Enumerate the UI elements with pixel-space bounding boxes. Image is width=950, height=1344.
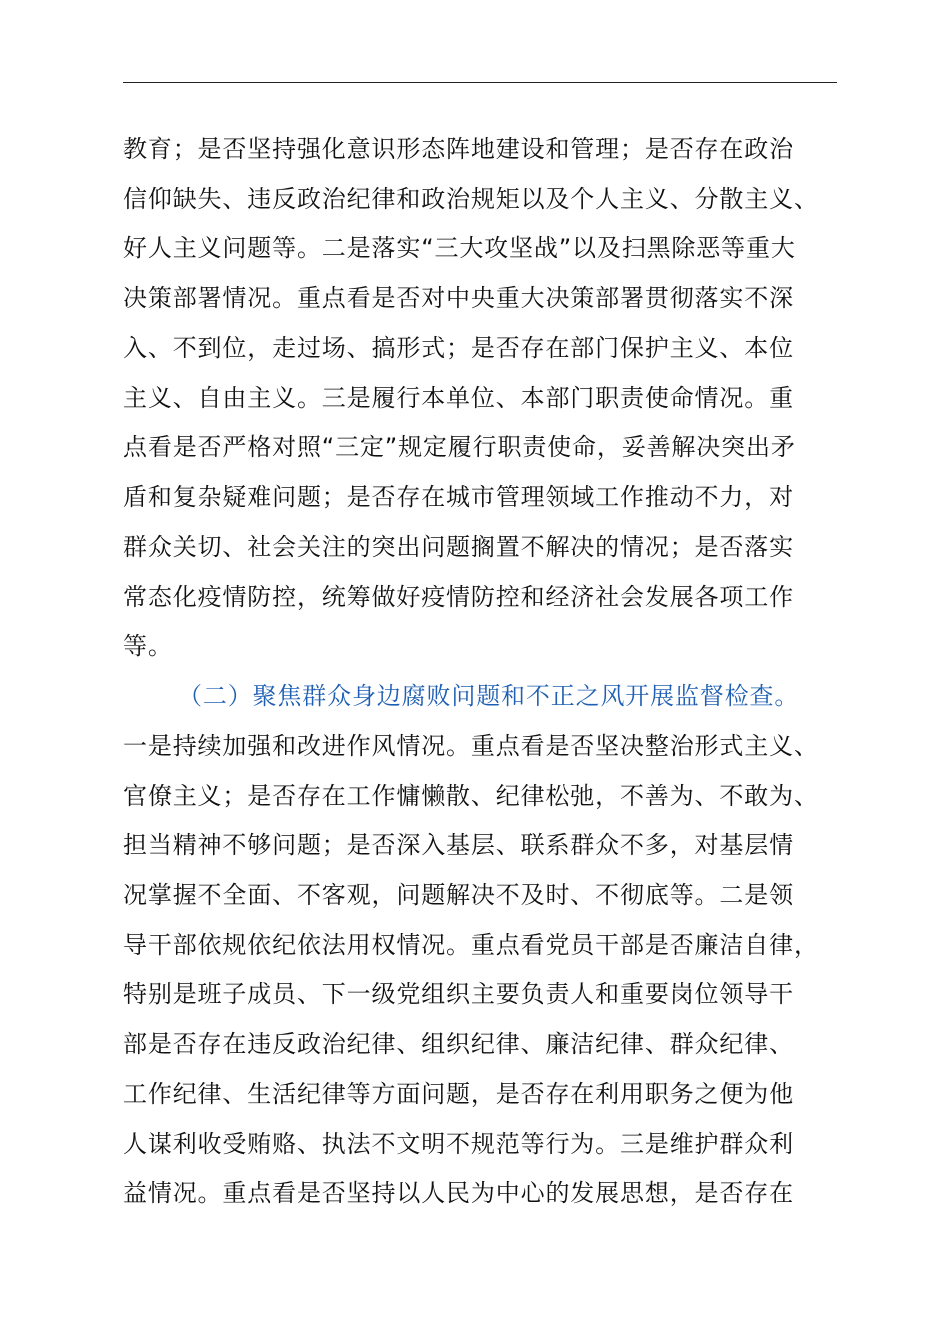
section-heading: （二）聚焦群众身边腐败问题和不正之风开展监督检查。: [178, 682, 800, 710]
body-line: 担当精神不够问题；是否深入基层、联系群众不多，对基层情: [123, 831, 794, 859]
body-line: 点看是否严格对照“三定”规定履行职责使命，妥善解决突出矛: [123, 433, 796, 461]
body-line: 入、不到位，走过场、搞形式；是否存在部门保护主义、本位: [123, 334, 794, 362]
body-line: 导干部依规依纪依法用权情况。重点看党员干部是否廉洁自律，: [123, 931, 819, 959]
body-line: 常态化疫情防控，统筹做好疫情防控和经济社会发展各项工作: [123, 583, 794, 611]
body-line: 好人主义问题等。二是落实“三大攻坚战”以及扫黑除恶等重大: [123, 234, 796, 262]
body-line: 工作纪律、生活纪律等方面问题，是否存在利用职务之便为他: [123, 1080, 794, 1108]
body-line: 盾和复杂疑难问题；是否存在城市管理领域工作推动不力，对: [123, 483, 794, 511]
body-line: 况掌握不全面、不客观，问题解决不及时、不彻底等。二是领: [123, 881, 794, 909]
body-line: 决策部署情况。重点看是否对中央重大决策部署贯彻落实不深: [123, 284, 794, 312]
body-line: 部是否存在违反政治纪律、组织纪律、廉洁纪律、群众纪律、: [123, 1030, 794, 1058]
body-line: 官僚主义；是否存在工作慵懒散、纪律松弛，不善为、不敢为、: [123, 782, 819, 810]
body-line: 教育；是否坚持强化意识形态阵地建设和管理；是否存在政治: [123, 135, 794, 163]
body-line: 群众关切、社会关注的突出问题搁置不解决的情况；是否落实: [123, 533, 794, 561]
body-line: 等。: [123, 632, 173, 660]
body-line: 人谋利收受贿赂、执法不文明不规范等行为。三是维护群众利: [123, 1130, 794, 1158]
header-rule: [123, 82, 837, 83]
body-line: 特别是班子成员、下一级党组织主要负责人和重要岗位领导干: [123, 980, 794, 1008]
body-line: 益情况。重点看是否坚持以人民为中心的发展思想，是否存在: [123, 1179, 794, 1207]
body-line: 主义、自由主义。三是履行本单位、本部门职责使命情况。重: [123, 384, 794, 412]
body-line: 一是持续加强和改进作风情况。重点看是否坚决整治形式主义、: [123, 732, 819, 760]
body-line: 信仰缺失、违反政治纪律和政治规矩以及个人主义、分散主义、: [123, 185, 819, 213]
